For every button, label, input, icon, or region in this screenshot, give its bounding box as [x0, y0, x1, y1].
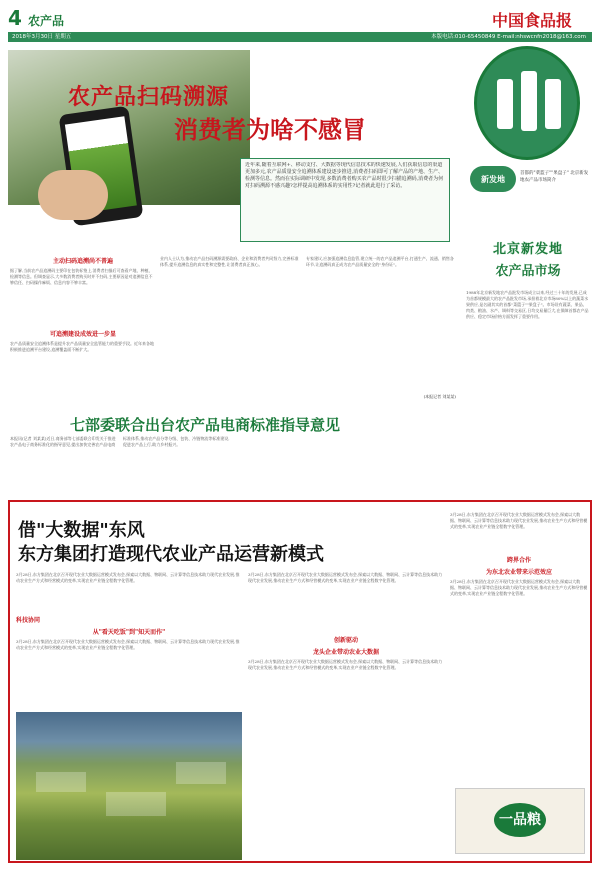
section-name: 农产品: [28, 14, 65, 28]
bottom-sub-2b: 龙头企业带动农业大数据: [312, 649, 379, 656]
top-story: [8, 46, 458, 251]
xinfadi-logo: [474, 46, 580, 160]
bottom-col-3: [450, 512, 588, 784]
issue-date: 2018年3月30日 星期五: [12, 34, 72, 40]
col1-body: 据了解,当前农产品追溯码主要印在包装标签上,消费者扫描后可查看产地、种植、检测等信息。但调查显示,大多数消费者购买时并不扫码,主要原因是对追溯信息不够信任、扫码操作麻烦、信息内容不够丰富。: [10, 268, 153, 285]
bottom-feature: [8, 500, 592, 863]
brand-logo: 一品粮: [494, 803, 546, 837]
lead-box: [240, 158, 450, 242]
bottom-body-3b: 3月28日,东方集团在北京召开现代农业大数据运营模式发布会,探索以大数据、物联网、云计算等信息技术助力现代农业发展,推动农业生产方式和经营模式的变革,实现农业产业链全程数字化管理。: [450, 579, 588, 596]
xinfadi-badge: 新发地: [470, 166, 516, 192]
bottom-sub-3: 跨界合作: [506, 557, 531, 564]
bottom-body-2b: 3月28日,东方集团在北京召开现代农业大数据运营模式发布会,探索以大数据、物联网、云计算等信息技术助力现代农业发展,推动农业生产方式和经营模式的变革,实现农业产业链全程数字化管理。: [248, 659, 443, 670]
col2-body: 业内人士认为,推动农产品扫码溯源需要政府、企业和消费者共同努力,完善标准体系,提升追溯信息的真实性和完整性,让消费者真正放心。: [160, 256, 299, 267]
bottom-col-2: [248, 572, 444, 862]
newspaper-masthead: 中国食品报: [491, 11, 572, 30]
col3-byline: (本报记者 刘某某): [423, 394, 456, 399]
bottom-sub-1b: 从"看天吃饭"到"知天而作": [92, 629, 166, 636]
bottom-sub-1: 科技协同: [16, 617, 41, 624]
col1-body-2: 农产品质量安全追溯体系是提升农产品质量安全监管能力的重要手段。近年来各地积极推进追溯平台建设,追溯覆盖面不断扩大。: [10, 341, 154, 352]
header-bar: [8, 32, 592, 42]
article-col-3: [306, 256, 456, 406]
hand-image: [38, 170, 108, 220]
right-news-brief: 首都的"菜篮子""果盘子" 北京新发地农产品市场简介: [520, 171, 589, 183]
col3-body: 专家建议,应加强追溯信息监管,建立统一的农产品追溯平台,打通生产、流通、销售各环节,让追溯码真正成为农产品质量安全的"身份证"。: [306, 256, 454, 267]
bottom-col-1: [16, 572, 242, 707]
top-headline-2: 消费者为啥不感冒: [174, 115, 366, 144]
bottom-sub-3b: 为东北农业带来示范效应: [485, 569, 552, 576]
farmland-aerial-photo: [16, 712, 242, 860]
col1-subheading-2: 可追溯建设成效进一步显: [49, 331, 116, 338]
mid-story-body: [10, 436, 456, 496]
bottom-body-1b: 3月28日,东方集团在北京召开现代农业大数据运营模式发布会,探索以大数据、物联网、云计算等信息技术助力现代农业发展,推动农业生产方式和经营模式的变革,实现农业产业链全程数字化管理。: [16, 639, 240, 650]
mid-story-headline: 七部委联合出台农产品电商标准指导意见: [70, 416, 341, 434]
market-title-1: 北京新发地: [492, 242, 563, 257]
bottom-headline-1: 借"大数据"东风: [18, 520, 145, 541]
right-column: [462, 46, 592, 546]
market-body-text: 1988年北京新发地农产品批发市场成立以来,经过三十年的发展,已成为首都规模最大的农产品批发市场,承担着北京市场80%以上的蔬菜水果供应,是名副其实的首都"菜篮子""果盘子"。市场设有蔬菜、果品、肉类、粮油、水产、调料等交易区,日均交易量巨大,在保障首都农产品供应、稳定市场价格方面发挥了重要作用。: [466, 290, 589, 319]
article-col-2: [160, 256, 302, 406]
top-headline-1: 农产品扫码溯源: [68, 84, 230, 110]
market-title-2: 农产品市场: [495, 264, 561, 279]
bottom-body-1: 3月28日,东方集团在北京召开现代农业大数据运营模式发布会,探索以大数据、物联网、云计算等信息技术助力现代农业发展,推动农业生产方式和经营模式的变革,实现农业产业链全程数字化管理。: [16, 572, 240, 583]
mid-story-text: 本报讯(记者 刘某某)近日,商务部等七部委联合印发关于推进农产品电子商务标准化的指导意见,提出加快完善农产品电商标准体系,推动农产品分等分级、包装、冷链物流等标准建设,促进农产品上行,助力乡村振兴。: [10, 436, 230, 447]
bottom-body-3: 3月28日,东方集团在北京召开现代农业大数据运营模式发布会,探索以大数据、物联网、云计算等信息技术助力现代农业发展,推动农业生产方式和经营模式的变革,实现农业产业链全程数字化管理。: [450, 512, 588, 529]
brand-ad: [455, 788, 585, 854]
bottom-sub-2: 创新驱动: [333, 637, 358, 644]
page-header: [0, 0, 600, 44]
bottom-body-2: 3月28日,东方集团在北京召开现代农业大数据运营模式发布会,探索以大数据、物联网、云计算等信息技术助力现代农业发展,推动农业生产方式和经营模式的变革,实现农业产业链全程数字化管理。: [248, 572, 443, 583]
bottom-headline-2: 东方集团打造现代农业产品运营新模式: [18, 544, 324, 565]
contact-info: 本版电话:010-65450849 E-mail:nhswcnfn2018@163.com: [431, 34, 586, 40]
lead-text: 近年来,随着互联网+、移动支付、大数据等现代信息技术的快速发展,人们获取信息的渠道更加多元,农产品质量安全追溯体系建设逐步推进,消费者扫码即可了解产品的产地、生产、检测等信息。然而在实际调研中发现,多数消费者购买农产品时很少扫描追溯码,消费者为何对扫码溯源不感兴趣?怎样提高追溯体系的实用性?记者就此进行了采访。: [245, 162, 444, 189]
col1-subheading: 主动扫码追溯尚不普遍: [52, 258, 113, 265]
article-col-1: [10, 256, 156, 406]
page-number: 4: [8, 6, 22, 30]
